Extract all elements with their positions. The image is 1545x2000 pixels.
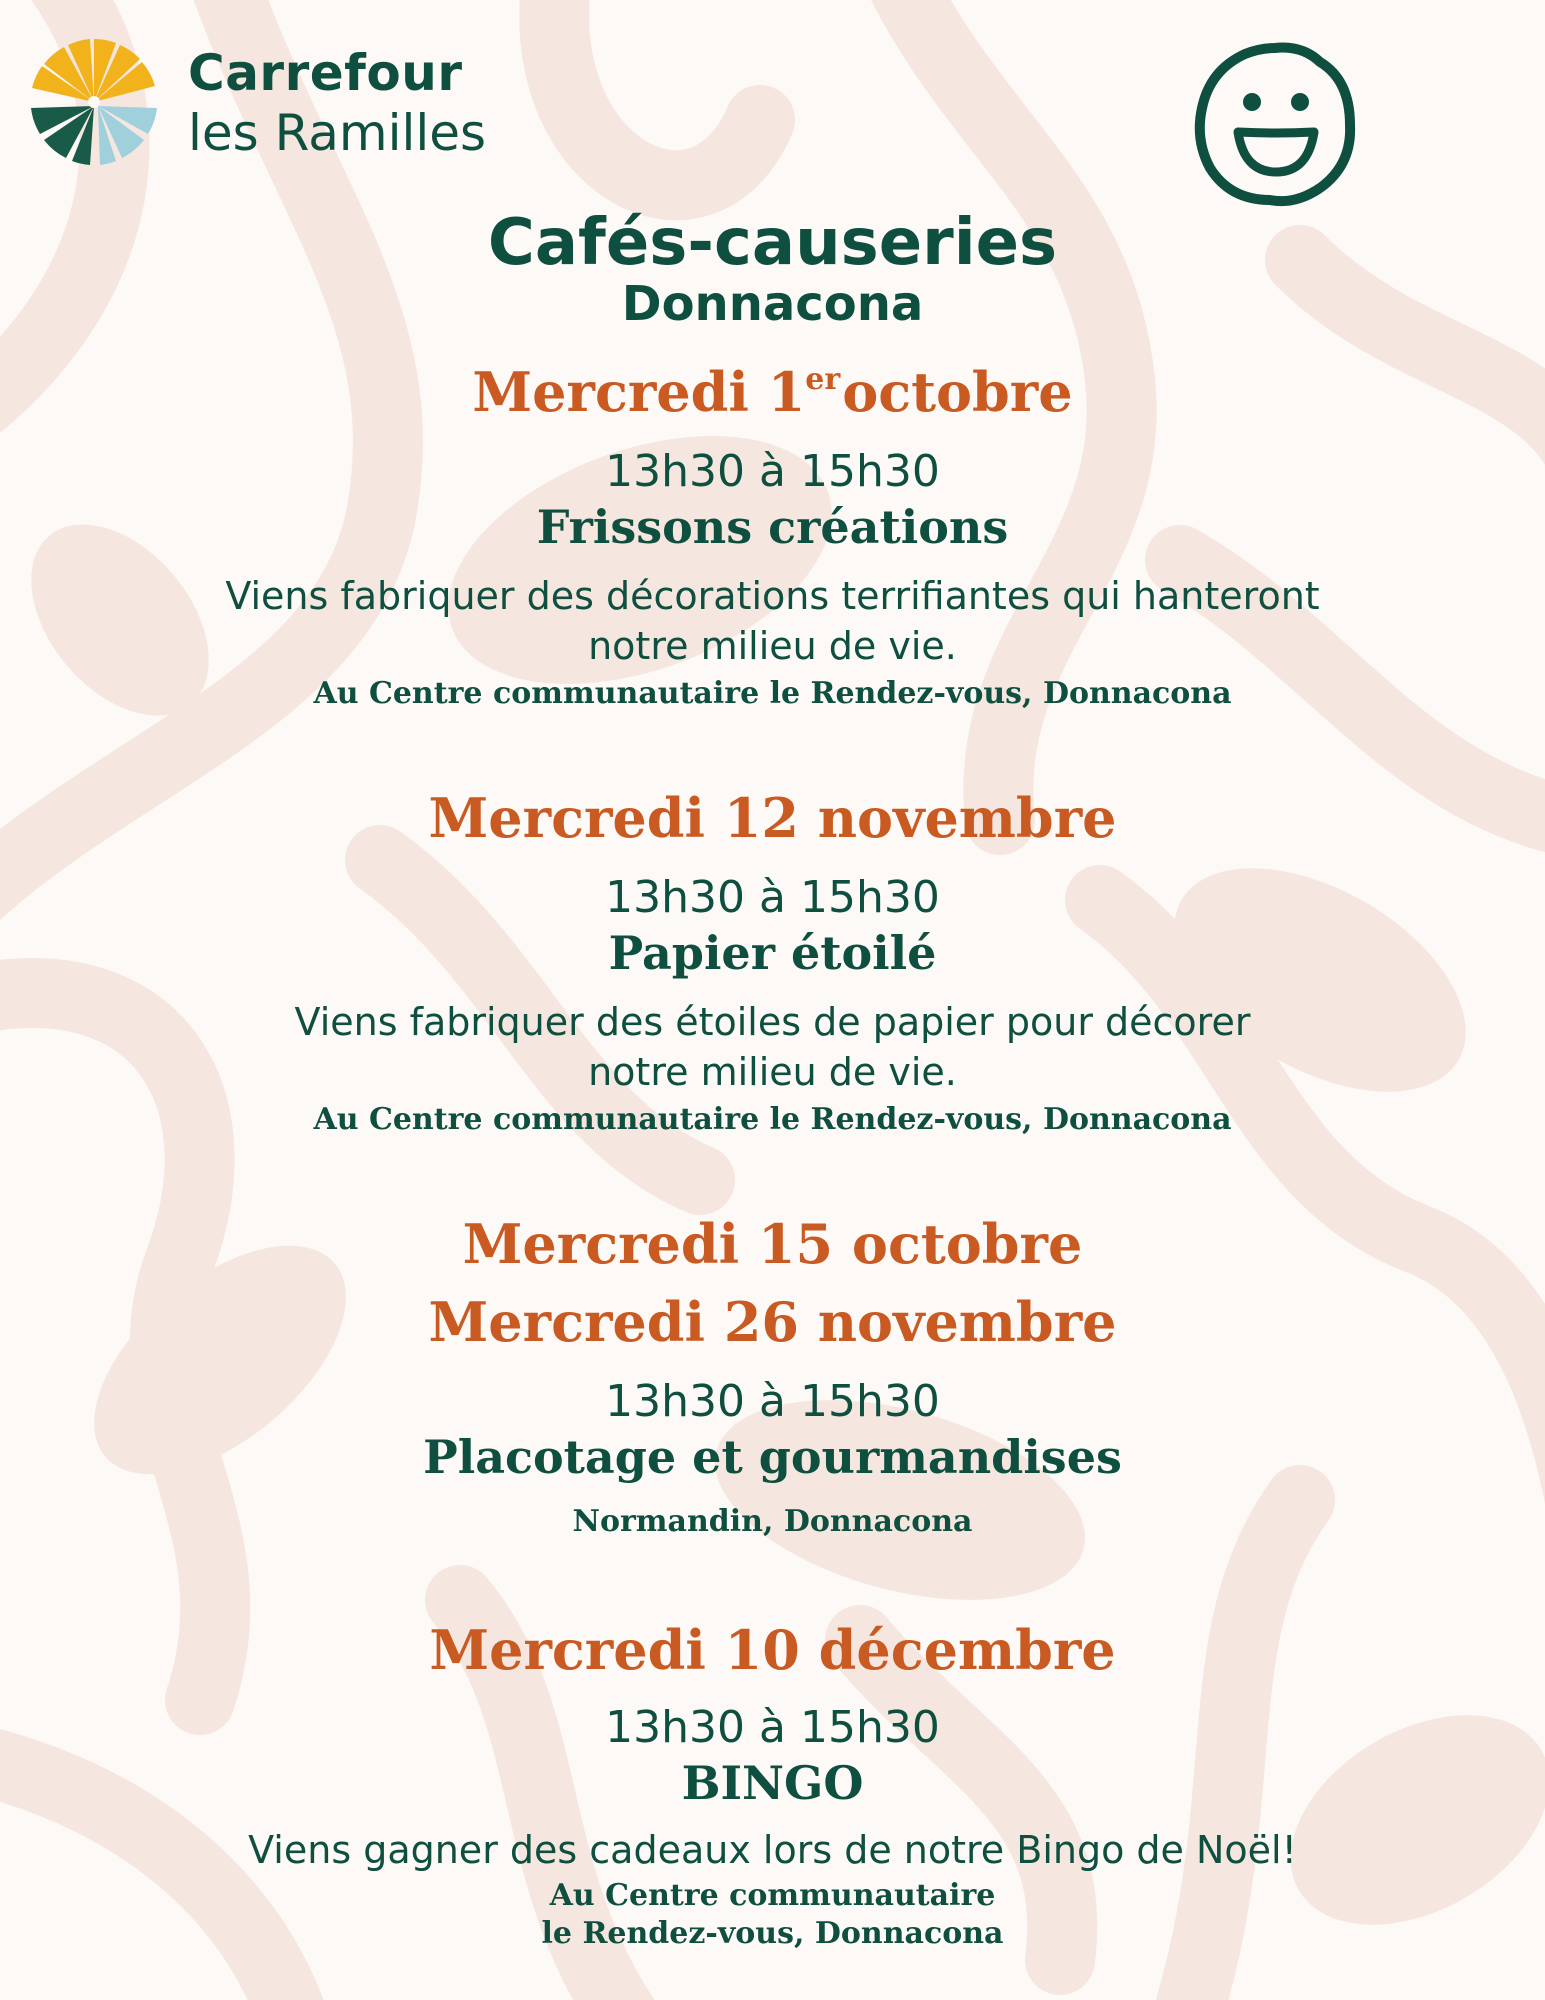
event-activity: Placotage et gourmandises — [423, 1430, 1122, 1484]
event-time: 13h30 à 15h30 — [605, 1702, 940, 1753]
smiley-face-icon — [1190, 40, 1360, 210]
event-location: Au Centre communautaire le Rendez-vous, Donnacona — [313, 676, 1232, 711]
event-location: Au Centre communautaire le Rendez-vous, Donnacona — [313, 1102, 1232, 1137]
event-location: Au Centre communautaire — [549, 1878, 996, 1913]
brand-name: Carrefour — [188, 44, 463, 102]
event-activity: BINGO — [681, 1756, 864, 1810]
event-time: 13h30 à 15h30 — [605, 1376, 940, 1427]
event-description: Viens fabriquer des étoiles de papier pour décorer — [294, 1000, 1251, 1044]
event-date: Mercredi 15 octobre — [462, 1212, 1083, 1276]
event-description: Viens fabriquer des décorations terrifiantes qui hanteront — [225, 574, 1320, 618]
event-activity: Papier étoilé — [608, 926, 937, 980]
event-description: notre milieu de vie. — [588, 1050, 957, 1094]
sun-leaf-logo-icon — [28, 36, 160, 168]
event-location: le Rendez-vous, Donnacona — [541, 1916, 1004, 1951]
event-date: Mercredi 26 novembre — [428, 1290, 1117, 1354]
event-time: 13h30 à 15h30 — [605, 872, 940, 923]
page-subtitle: Donnacona — [621, 276, 924, 332]
event-description: Viens gagner des cadeaux lors de notre Bingo de Noël! — [248, 1828, 1297, 1872]
event-description: notre milieu de vie. — [588, 624, 957, 668]
page-title: Cafés-causeries — [487, 206, 1058, 280]
event-date: Mercredi 10 décembre — [429, 1618, 1116, 1682]
event-activity: Frissons créations — [536, 500, 1009, 554]
event-date: Mercredi 12 novembre — [428, 786, 1117, 850]
event-location: Normandin, Donnacona — [572, 1504, 973, 1539]
event-date: Mercredi 1eroctobre — [472, 360, 1073, 424]
event-time: 13h30 à 15h30 — [605, 446, 940, 497]
brand-subname: les Ramilles — [188, 104, 487, 162]
